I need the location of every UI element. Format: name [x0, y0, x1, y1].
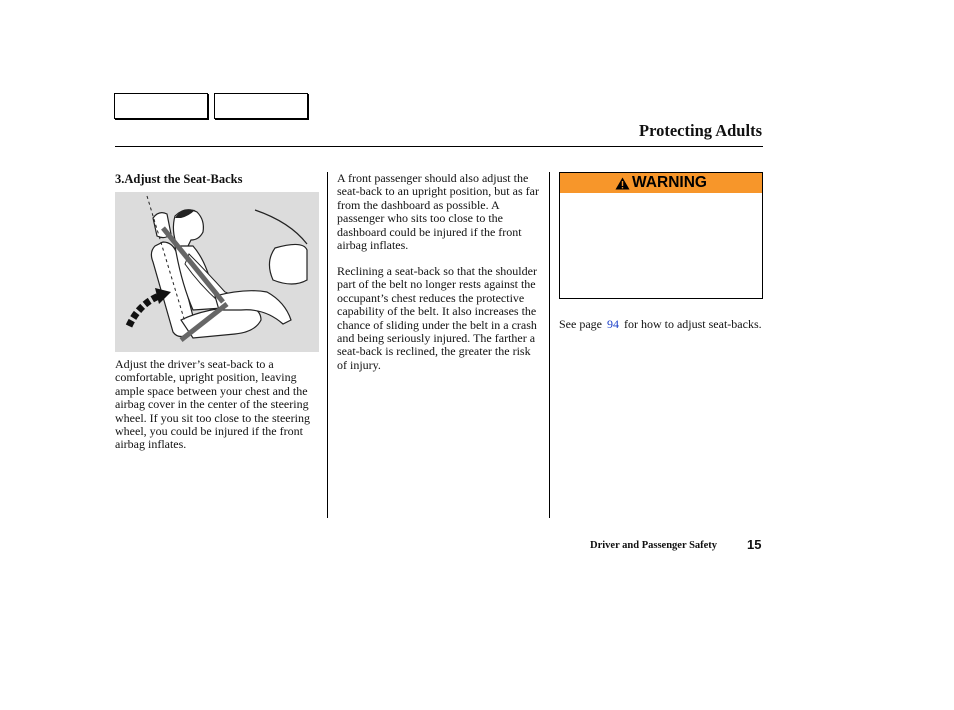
reclining-risk-paragraph: Reclining a seat-back so that the shoulder part of the belt no longer rests against the occupant’s chest reduces the protective capability of the belt. It also increases the chance of sliding under the belt in a crash and being seriously injured. The farther a seat-back is reclined, the greater the risk of injury.	[337, 264, 537, 372]
warning-triangle-icon	[615, 177, 630, 190]
column-divider-1	[327, 172, 328, 518]
index-tab-1	[114, 93, 208, 119]
section-heading: 3.Adjust the Seat-Backs	[115, 172, 243, 186]
header-rule	[115, 146, 763, 147]
see-page-note	[559, 318, 764, 331]
warning-header	[560, 173, 762, 193]
footer-section-title: Driver and Passenger Safety	[590, 540, 718, 551]
warning-box	[559, 172, 763, 299]
see-page-suffix: for how to adjust seat-backs.	[623, 317, 762, 331]
seated-occupant-illustration-icon	[115, 192, 319, 352]
seat-back-illustration	[115, 192, 319, 352]
page-number: 15	[747, 537, 762, 552]
page-reference-link[interactable]: 94	[606, 317, 619, 331]
column-divider-2	[549, 172, 550, 518]
see-page-prefix: See page	[559, 317, 602, 331]
passenger-seatback-paragraph: A front passenger should also adjust the seat-back to an upright position, but as far from the dashboard as possible. A passenger who sits too close to the dashboard could be injured if the front airbag inflates.	[337, 171, 539, 253]
page-title: Protecting Adults	[639, 121, 762, 140]
index-tab-2	[214, 93, 308, 119]
driver-seatback-paragraph: Adjust the driver’s seat-back to a comfortable, upright position, leaving ample space between your chest and the airbag cover in the center of the steering wheel. If you sit too close to the steering wheel, you could be injured if the front airbag inflates.	[115, 357, 310, 452]
warning-label: WARNING	[632, 174, 707, 191]
